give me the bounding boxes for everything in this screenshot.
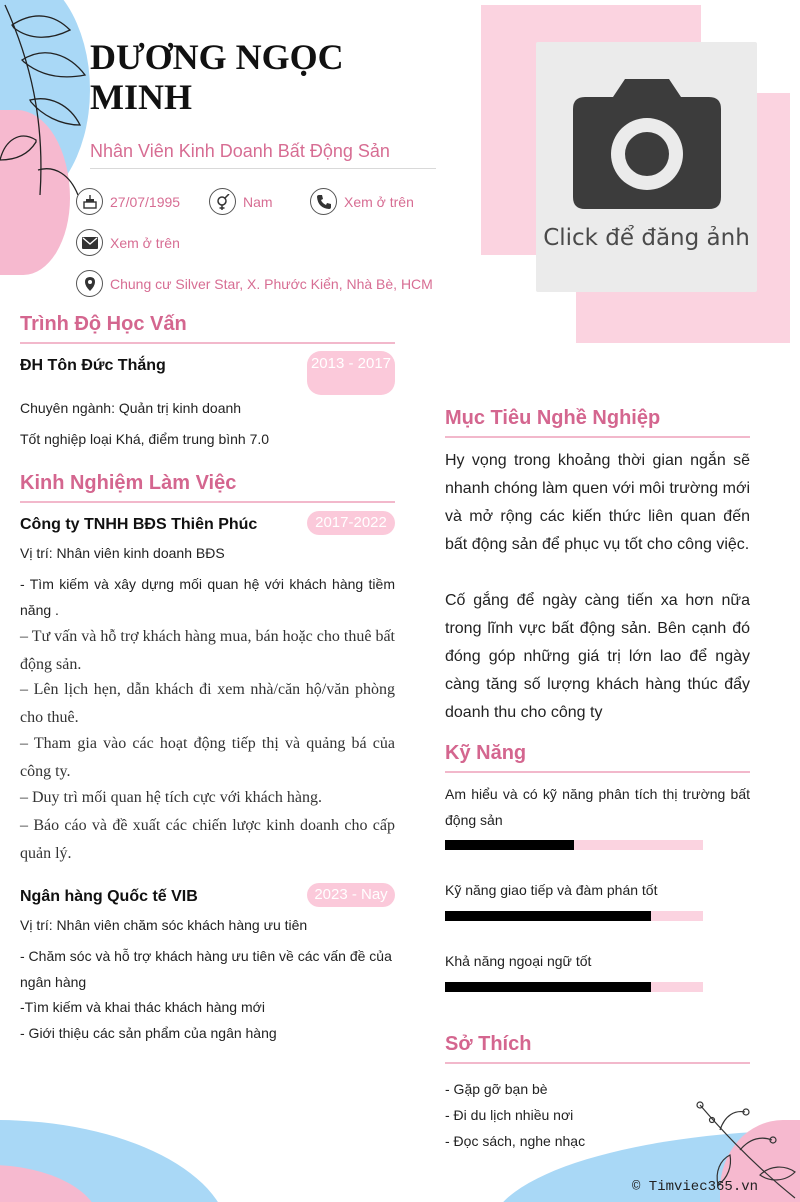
email-icon bbox=[76, 229, 103, 256]
skill-bar-fill bbox=[445, 911, 651, 921]
birthday-row bbox=[76, 188, 180, 215]
education-grade: Tốt nghiệp loại Khá, điểm trung bình 7.0 bbox=[20, 431, 270, 447]
leaf-branch-icon bbox=[0, 0, 90, 200]
phone-value: Xem ở trên bbox=[344, 193, 414, 210]
gender-value: Nam bbox=[243, 193, 273, 210]
skill-label: Kỹ năng giao tiếp và đàm phán tốt bbox=[445, 882, 658, 898]
job-duty: – Tham gia vào các hoạt động tiếp thị và quảng bá của công ty. bbox=[20, 735, 395, 780]
job-position: Vị trí: Nhân viên chăm sóc khách hàng ưu tiên bbox=[20, 917, 308, 933]
objective-text: Hy vọng trong khoảng thời gian ngắn sẽ nhanh chóng làm quen với môi trường mới và mở rộng các kiến thức liên quan đến bất động sản để phục vụ tốt cho công việc. bbox=[445, 452, 750, 553]
hobby-item: - Đọc sách, nghe nhạc bbox=[445, 1133, 586, 1149]
job-period: 2017-2022 bbox=[307, 511, 395, 535]
watermark: © Timviec365.vn bbox=[632, 1179, 759, 1195]
camera-icon bbox=[573, 79, 721, 209]
job-company: Ngân hàng Quốc tế VIB bbox=[20, 888, 198, 905]
skill-bar bbox=[445, 911, 703, 921]
photo-upload[interactable] bbox=[536, 42, 757, 292]
job-duty: -Tìm kiếm và khai thác khách hàng mới bbox=[20, 999, 265, 1015]
address-row bbox=[76, 270, 433, 297]
birthday-value: 27/07/1995 bbox=[110, 193, 181, 210]
skill-bar bbox=[445, 840, 703, 850]
skill-bar-fill bbox=[445, 982, 651, 992]
skill-label: Khả năng ngoại ngữ tốt bbox=[445, 953, 592, 969]
cake-icon bbox=[76, 188, 103, 215]
job-duty: – Duy trì mối quan hệ tích cực với khách hàng. bbox=[20, 789, 322, 806]
skills-title: Kỹ Năng bbox=[445, 742, 750, 773]
experience-title: Kinh Nghiệm Làm Việc bbox=[20, 472, 395, 503]
hobby-item: - Đi du lịch nhiều nơi bbox=[445, 1107, 574, 1123]
job-duty: – Lên lịch hẹn, dẫn khách đi xem nhà/căn hộ/văn phòng cho thuê. bbox=[20, 681, 395, 726]
hobby-item: - Gặp gỡ bạn bè bbox=[445, 1081, 548, 1097]
education-period: 2013 - 2017 bbox=[307, 351, 395, 395]
email-row bbox=[76, 229, 180, 256]
objective-text: Cố gắng để ngày càng tiến xa hơn nữa trong lĩnh vực bất động sản. Bên cạnh đó đóng góp những giá trị lớn lao để ngày càng tăng số lượng khách hàng thúc đẩy doanh thu cho công ty bbox=[445, 592, 750, 721]
gender-icon bbox=[209, 188, 236, 215]
candidate-name: DƯƠNG NGỌC MINH bbox=[90, 37, 344, 117]
education-major: Chuyên ngành: Quản trị kinh doanh bbox=[20, 400, 242, 416]
email-value: Xem ở trên bbox=[110, 234, 180, 251]
skill-label: Am hiểu và có kỹ năng phân tích thị trường bất động sản bbox=[445, 786, 750, 828]
phone-icon bbox=[310, 188, 337, 215]
skill-bar bbox=[445, 982, 703, 992]
address-value: Chung cư Silver Star, X. Phước Kiển, Nhà Bè, HCM bbox=[110, 275, 433, 292]
education-title: Trình Độ Học Vấn bbox=[20, 313, 395, 344]
job-period: 2023 - Nay bbox=[307, 883, 395, 907]
job-position: Vị trí: Nhân viên kinh doanh BĐS bbox=[20, 545, 225, 561]
school-name: ĐH Tôn Đức Thắng bbox=[20, 357, 166, 374]
job-duty: - Chăm sóc và hỗ trợ khách hàng ưu tiên về các vấn đề của ngân hàng bbox=[20, 948, 392, 990]
map-pin-icon bbox=[76, 270, 103, 297]
photo-caption: Click để đăng ảnh bbox=[543, 225, 750, 251]
hobbies-title: Sở Thích bbox=[445, 1033, 750, 1064]
phone-row bbox=[310, 188, 414, 215]
job-duty: – Tư vấn và hỗ trợ khách hàng mua, bán hoặc cho thuê bất động sản. bbox=[20, 628, 395, 673]
job-duty: - Giới thiệu các sản phẩm của ngân hàng bbox=[20, 1025, 277, 1041]
job-company: Công ty TNHH BĐS Thiên Phúc bbox=[20, 516, 258, 533]
job-title: Nhân Viên Kinh Doanh Bất Động Sản bbox=[90, 141, 436, 169]
skill-bar-fill bbox=[445, 840, 574, 850]
objective-title: Mục Tiêu Nghề Nghiệp bbox=[445, 407, 750, 438]
job-duty: - Tìm kiếm và xây dựng mối quan hệ với khách hàng tiềm năng . bbox=[20, 576, 395, 618]
gender-row bbox=[209, 188, 273, 215]
job-duty: – Báo cáo và đề xuất các chiến lược kinh doanh cho cấp quản lý. bbox=[20, 817, 395, 862]
